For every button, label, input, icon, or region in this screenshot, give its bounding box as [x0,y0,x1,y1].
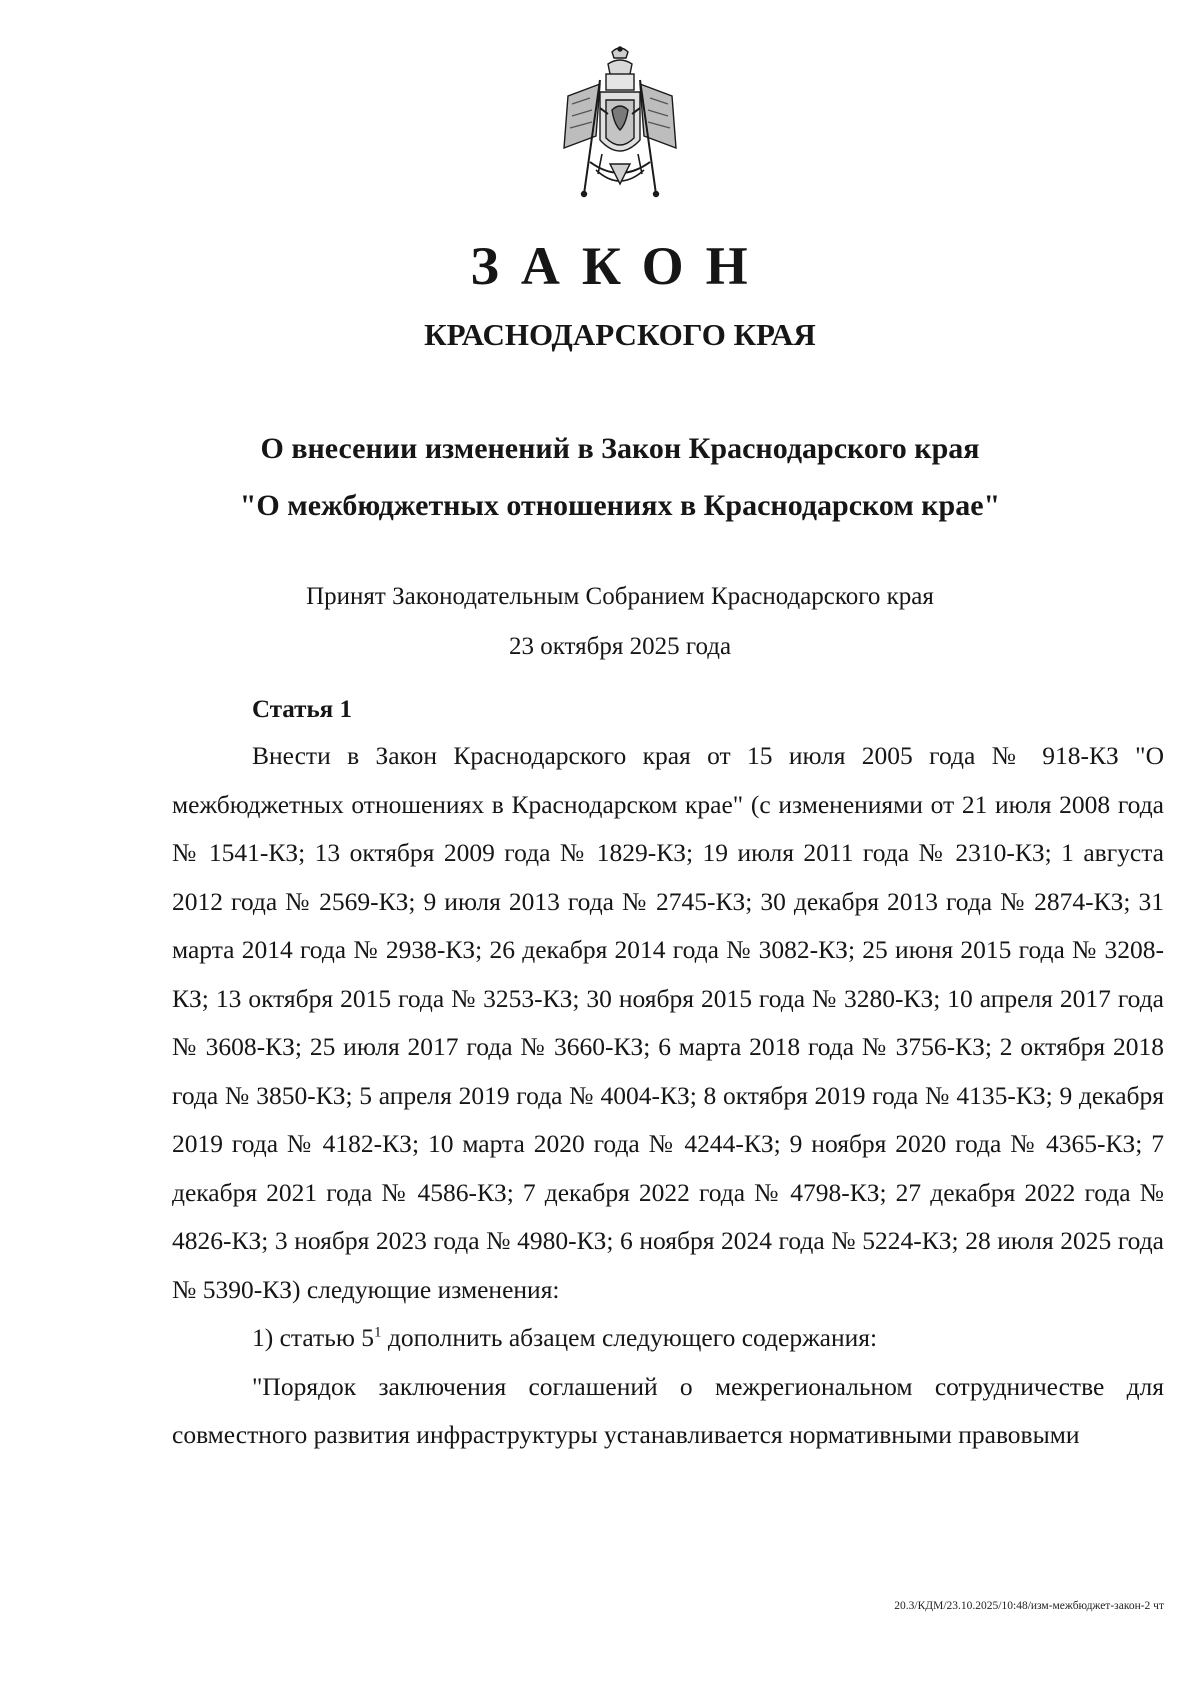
document-subtitle: КРАСНОДАРСКОГО КРАЯ [424,317,816,352]
document-title: ЗАКОН [470,236,770,296]
law-name-line-1: О внесении изменений в Закон Краснодарского края [260,432,980,465]
adoption-date: 23 октября 2025 года [508,633,732,660]
adoption-statement [150,572,1090,672]
article-body [172,732,1164,1460]
article-quote: "Порядок заключения соглашений о межрегиональном сотрудничестве для совместного развития инфраструктуры устанавливается нормативными правовыми [172,1371,1164,1449]
document-code: 20.3/КДМ/23.10.2025/10:48/изм-межбюджет-закон-2 чт [894,1600,1164,1612]
law-name [150,420,1090,534]
law-name-line-2: "О межбюджетных отношениях в Краснодарском крае" [239,489,1001,522]
coat-of-arms-icon [550,44,690,204]
article-heading: Статья 1 [252,696,352,723]
article-paragraph: Внести в Закон Краснодарского края от 15 июля 2005 года № 918-КЗ "О межбюджетных отношениях в Краснодарском крае" (с изменениями от 21 июля 2008 года № 1541-КЗ; 13 октября 2009 года № 1829-КЗ; 19 июля 2011 года № 2310-КЗ; 1 августа 2012 года № 2569-КЗ; 9 июля 2013 года № 2745-КЗ; 30 декабря 2013 года № 2874-КЗ; 31 марта 2014 года № 2938-КЗ; 26 декабря 2014 года № 3082-КЗ; 25 июня 2015 года № 3208-КЗ; 13 октября 2015 года № 3253-КЗ; 30 ноября 2015 года № 3280-КЗ; 10 апреля 2017 года № 3608-КЗ; 25 июля 2017 года № 3660-КЗ; 6 марта 2018 года № 3756-КЗ; 2 октября 2018 года № 3850-КЗ; 5 апреля 2019 года № 4004-КЗ; 8 октября 2019 года № 4135-КЗ; 9 декабря 2019 года № 4182-КЗ; 10 марта 2020 года № 4244-КЗ; 9 ноября 2020 года № 4365-КЗ; 7 декабря 2021 года № 4586-КЗ; 7 декабря 2022 года № 4798-КЗ; 27 декабря 2022 года № 4826-КЗ; 3 ноября 2023 года № 4980-КЗ; 6 ноября 2024 года № 5224-КЗ; 28 июля 2025 года № 5390-КЗ) следующие изменения: [172,741,1164,1304]
item-prefix: 1) статью 5 [252,1323,374,1352]
article-item [172,1314,1164,1363]
item-suffix: дополнить абзацем следующего содержания: [381,1323,878,1352]
item-superscript: 1 [374,1324,382,1341]
adoption-body: Принят Законодательным Собранием Краснодарского края [306,583,934,610]
